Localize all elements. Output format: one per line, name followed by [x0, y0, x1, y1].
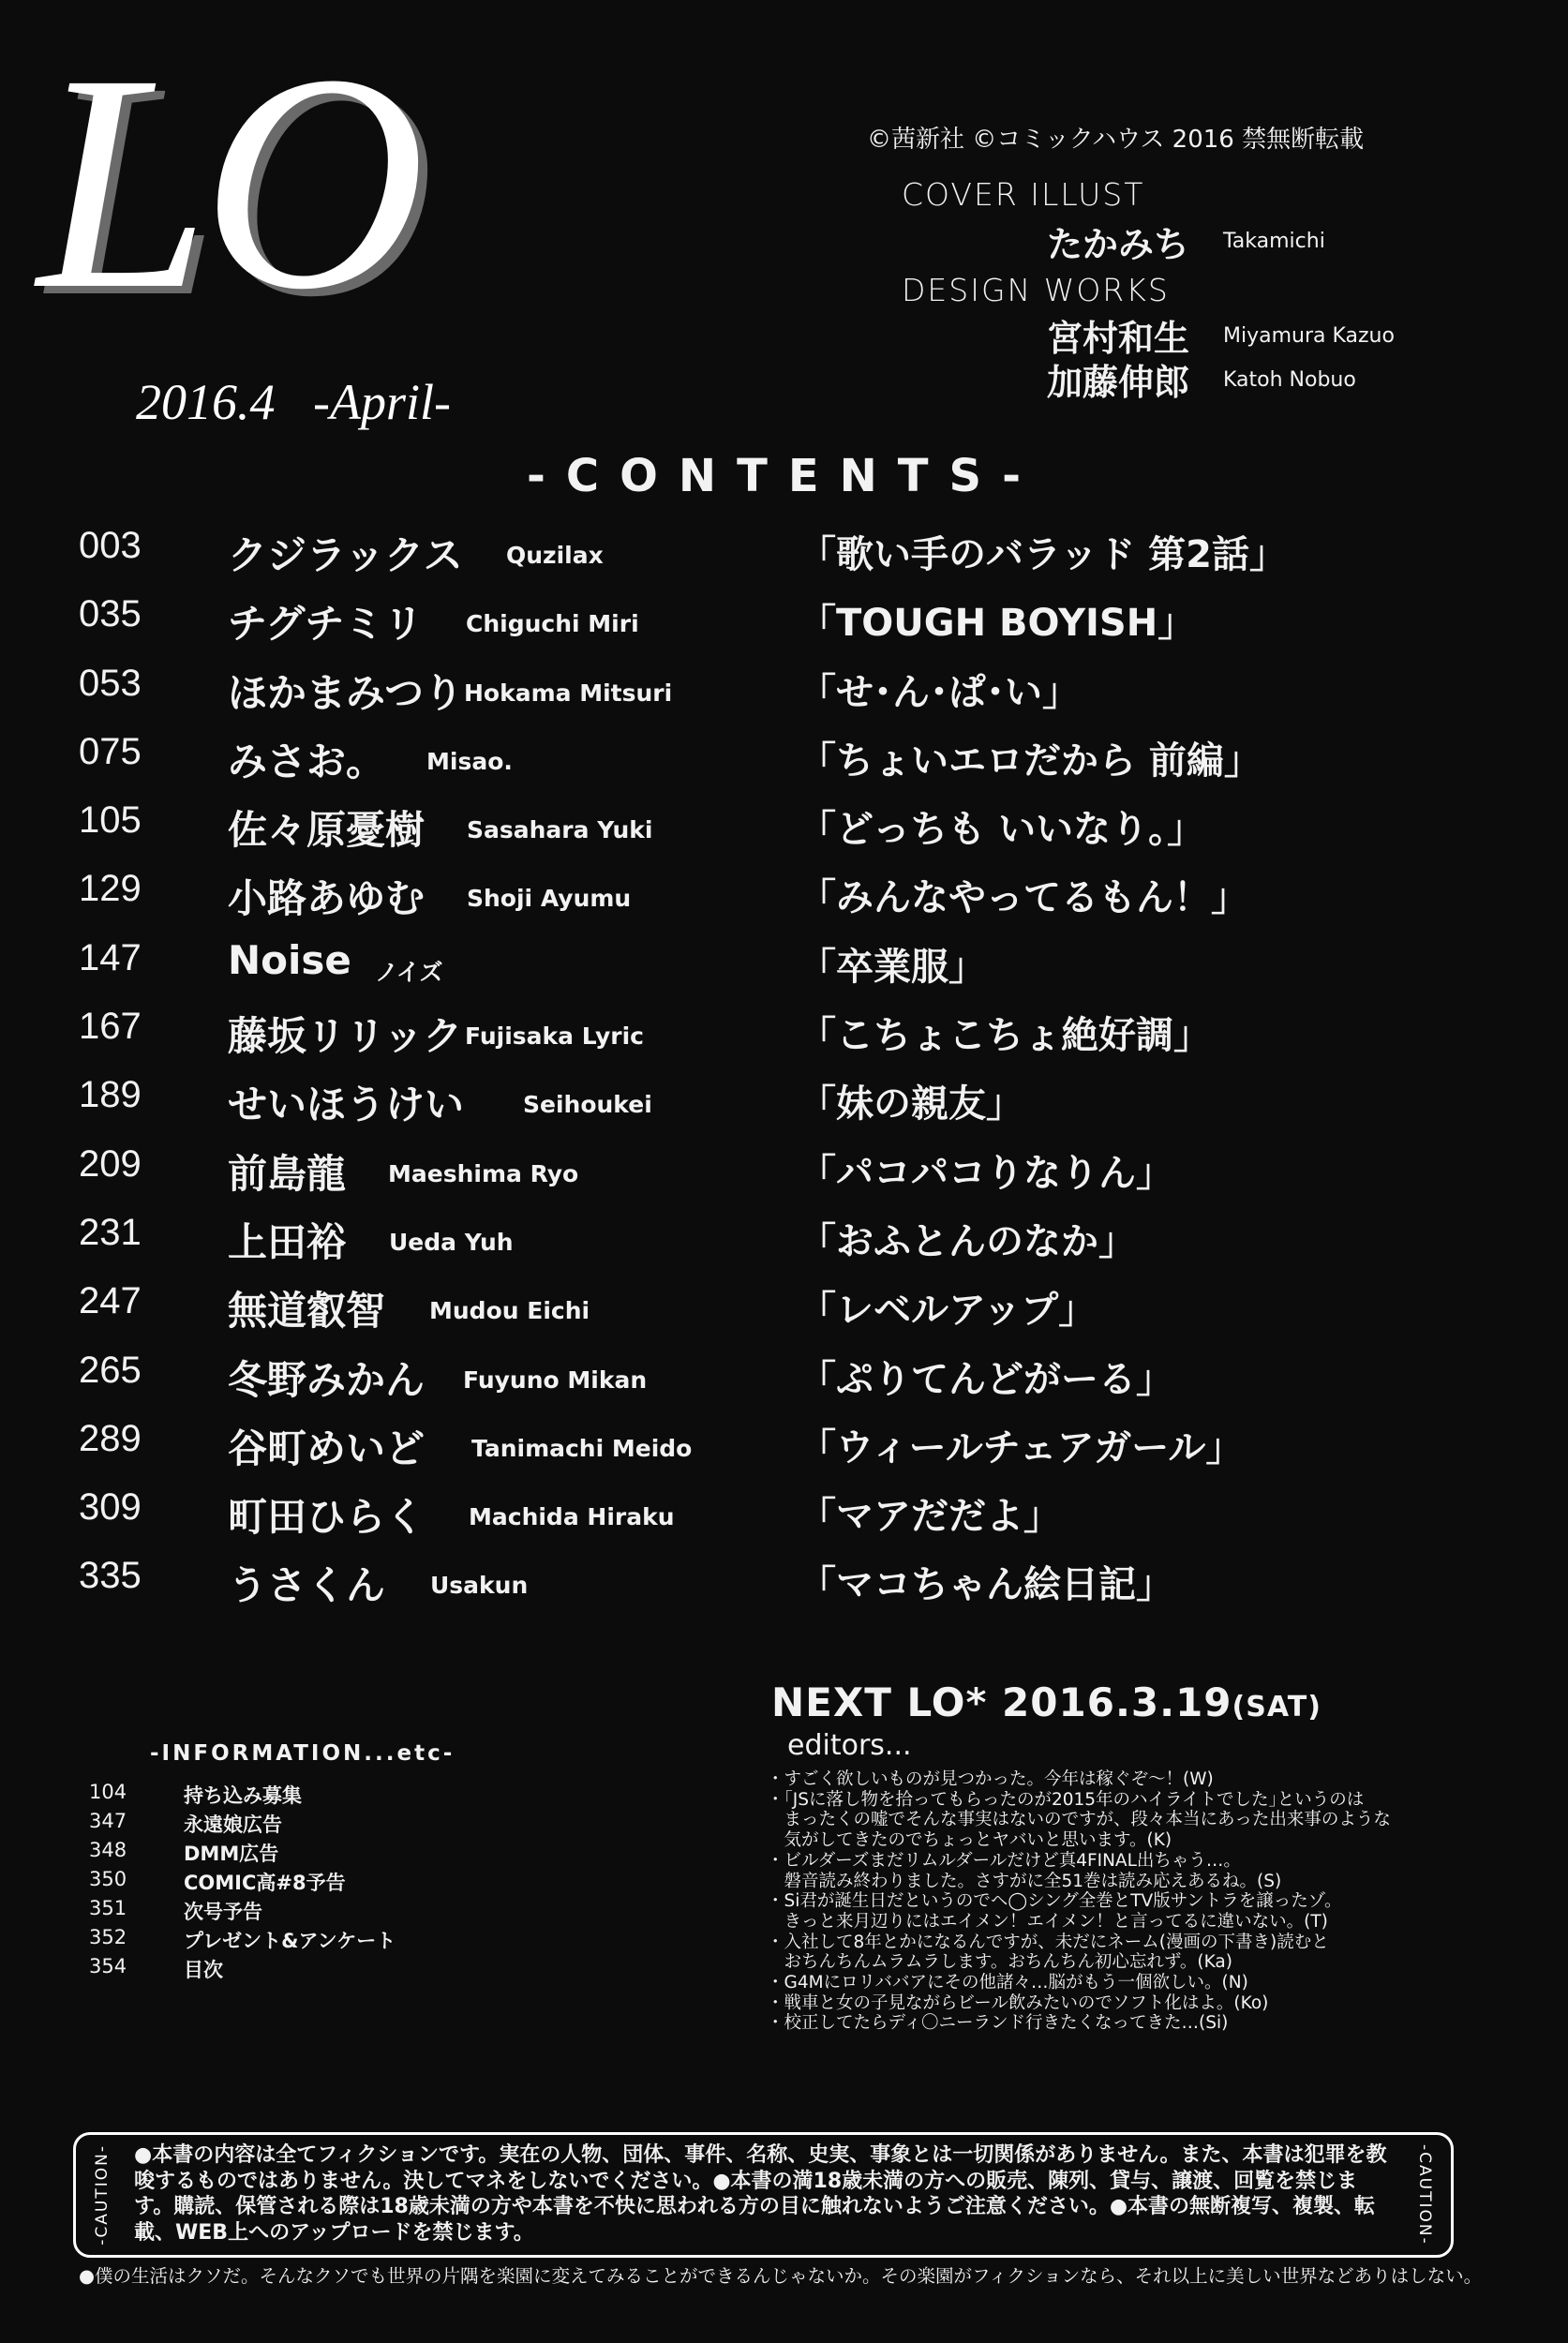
designer-1-en: Miyamura Kazuo	[1223, 324, 1395, 348]
contents-row	[0, 663, 1568, 731]
contents-author-roman: ノイズ	[375, 958, 443, 986]
contents-author: チグチミリ	[228, 601, 424, 648]
cover-artist-en: Takamichi	[1223, 230, 1325, 253]
designer-1-jp: 宮村和生	[1047, 318, 1190, 359]
contents-author: せいほうけい	[228, 1082, 465, 1128]
contents-story-title: 「ウィールチェアガール」	[799, 1425, 1244, 1470]
contents-author: 谷町めいど	[228, 1425, 426, 1471]
information-page-number: 104	[89, 1781, 127, 1803]
contents-row	[0, 1418, 1568, 1486]
contents-author: クジラックス	[228, 532, 463, 578]
contents-author-roman: Fujisaka Lyric	[465, 1022, 644, 1051]
contents-page-number: 003	[79, 525, 142, 566]
contents-author-roman: Seihoukei	[523, 1091, 652, 1119]
next-issue-label: NEXT LO* 2016.3.19	[771, 1679, 1232, 1725]
contents-row	[0, 1280, 1568, 1349]
contents-page-number: 147	[79, 936, 142, 978]
contents-story-title: 「ちょいエロだから 前編」	[799, 739, 1262, 783]
information-page-number: 352	[89, 1926, 127, 1948]
contents-row	[0, 1555, 1568, 1623]
contents-list	[0, 525, 1568, 1624]
contents-page-number: 209	[79, 1142, 142, 1185]
contents-author-roman: Ueda Yuh	[389, 1228, 514, 1256]
contents-story-title: 「パコパコりなりん」	[799, 1151, 1173, 1195]
contents-author-roman: Maeshima Ryo	[388, 1159, 579, 1187]
contents-story-title: 「TOUGH BOYISH」	[799, 602, 1196, 646]
information-label: プレゼント&アンケート	[184, 1930, 396, 1952]
contents-page-number: 075	[79, 730, 142, 772]
information-page-number: 347	[89, 1810, 127, 1832]
information-page-number: 348	[89, 1839, 127, 1861]
information-page-number: 351	[89, 1897, 127, 1919]
designer-2-jp: 加藤伸郎	[1047, 362, 1190, 403]
contents-story-title: 「せ･ん･ぱ･い」	[799, 670, 1080, 714]
cover-illust-heading: COVER ILLUST	[902, 176, 1145, 213]
footer-note: ●僕の生活はクソだ。そんなクソでも世界の片隅を楽園に変えてみることができるんじゃないか。その楽園がフィクションなら、それ以上に美しい世界などありはしない。	[79, 2265, 1483, 2287]
contents-author: Noise	[228, 936, 351, 983]
contents-author: 佐々原憂樹	[228, 807, 426, 854]
contents-author-roman: Shoji Ayumu	[467, 885, 632, 913]
contents-author: 前島龍	[228, 1150, 347, 1197]
editor-note: ・すごく欲しいものが見つかった。今年は稼ぐぞ～！(W)	[767, 1769, 1214, 1789]
contents-row	[0, 731, 1568, 799]
editor-note: ・Si君が誕生日だというのでヘ◯シング全巻とTV版サントラを譲ったゾ。 きっと来月辺りにはエイメン！エイメン！と言ってるに違いない。(T)	[767, 1891, 1342, 1932]
contents-page-number: 247	[79, 1280, 142, 1322]
next-issue-date	[771, 1679, 1322, 1725]
contents-author: 町田ひらく	[228, 1494, 426, 1541]
contents-row	[0, 799, 1568, 868]
contents-page-number: 189	[79, 1074, 142, 1116]
contents-page-number: 105	[79, 799, 142, 842]
contents-story-title: 「ぷりてんどがーる」	[799, 1357, 1173, 1401]
contents-story-title: 「妹の親友」	[799, 1082, 1023, 1127]
contents-author-roman: Hokama Mitsuri	[464, 679, 673, 707]
contents-row	[0, 593, 1568, 662]
design-works-heading: DESIGN WORKS	[902, 272, 1170, 308]
contents-author: 冬野みかん	[228, 1356, 426, 1403]
editor-note: ・戦車と女の子見ながらビール飲みたいのでソフト化はよ。(Ko)	[767, 1992, 1269, 2013]
copyright-line: ©茜新社 ©コミックハウス 2016 禁無断転載	[867, 126, 1365, 154]
contents-row	[0, 525, 1568, 593]
editor-note: ・ビルダーズまだリムルダールだけど真4FINAL出ちゃう…。 磐音読み終わりました。さすがに全51巻は読み応えあるね。(S)	[767, 1850, 1282, 1891]
contents-author-roman: Machida Hiraku	[469, 1503, 675, 1531]
next-issue-day: (SAT)	[1232, 1691, 1322, 1724]
editors-label: editors...	[787, 1729, 912, 1762]
contents-story-title: 「卒業服」	[799, 945, 986, 989]
information-label: 持ち込み募集	[184, 1784, 302, 1807]
contents-story-title: 「歌い手のバラッド 第2話」	[799, 533, 1287, 576]
contents-author: ほかまみつり	[228, 669, 464, 716]
caution-label-right: -CAUTION-	[1415, 2144, 1434, 2246]
information-label: 目次	[184, 1959, 223, 1981]
contents-author: みさお。	[228, 738, 386, 784]
information-label: 永遠娘広告	[184, 1813, 282, 1836]
editors-notes	[767, 1769, 1516, 2034]
editor-note: ・校正してたらディ〇ニーランド行きたくなってきた…(Si)	[767, 2013, 1229, 2034]
contents-row	[0, 868, 1568, 936]
contents-author-roman: Misao.	[426, 747, 513, 775]
issue-date: 2016.4 -April-	[136, 374, 451, 430]
designer-2-en: Katoh Nobuo	[1223, 368, 1356, 392]
contents-page-number: 289	[79, 1417, 142, 1459]
contents-story-title: 「みんなやってるもん！」	[799, 876, 1248, 920]
contents-page-number: 053	[79, 662, 142, 704]
contents-row	[0, 1350, 1568, 1418]
contents-row	[0, 937, 1568, 1006]
magazine-logo: LO	[37, 11, 418, 353]
contents-page-number: 335	[79, 1555, 142, 1597]
contents-page-number: 129	[79, 868, 142, 910]
contents-author: うさくん	[228, 1562, 386, 1609]
contents-story-title: 「どっちも いいなり。」	[799, 808, 1205, 852]
contents-author-roman: Usakun	[430, 1572, 529, 1600]
contents-page-number: 035	[79, 593, 142, 635]
contents-story-title: 「おふとんのなか」	[799, 1219, 1136, 1263]
contents-row	[0, 1074, 1568, 1142]
contents-row	[0, 1006, 1568, 1074]
contents-story-title: 「こちょこちょ絶好調」	[799, 1014, 1211, 1058]
contents-story-title: 「レベルアップ」	[799, 1289, 1097, 1333]
contents-author: 小路あゆむ	[228, 875, 426, 922]
information-page-number: 354	[89, 1955, 127, 1977]
contents-author: 無道叡智	[228, 1288, 386, 1335]
contents-heading: -CONTENTS-	[526, 450, 1042, 502]
contents-author-roman: Tanimachi Meido	[471, 1434, 693, 1462]
information-page-number: 350	[89, 1868, 127, 1890]
contents-row	[0, 1143, 1568, 1212]
contents-author: 藤坂リリック	[228, 1013, 463, 1060]
editor-note: ・G4Mにロリババアにその他諸々…脳がもう一個欲しい。(N)	[767, 1973, 1248, 1993]
caution-label-left: -CAUTION-	[93, 2144, 112, 2246]
caution-text: ●本書の内容は全てフィクションです。実在の人物、団体、事件、名称、史実、事象とは一切関係がありません。また、本書は犯罪を教唆するものではありません。決してマネをしないでください。●本書の満18歳未満の方への販売、陳列、貸与、譲渡、回覧を禁じます。購読、保管される際は18歳未満の方や本書を不快に思われる方の目に触れないようご注意ください。●本書の無断複写、複製、転載、WEB上へのアップロードを禁じます。	[134, 2143, 1387, 2245]
editor-note: ・入社して8年とかになるんですが、未だにネーム(漫画の下書き)読むと おちんちんムラムラします。おちんちん初心忘れず。(Ka)	[767, 1932, 1329, 1973]
caution-box	[73, 2132, 1454, 2258]
contents-author-roman: Chiguchi Miri	[466, 610, 639, 638]
contents-page-number: 309	[79, 1486, 142, 1529]
contents-author: 上田裕	[228, 1218, 347, 1265]
contents-author-roman: Sasahara Yuki	[467, 816, 653, 844]
contents-row	[0, 1212, 1568, 1280]
contents-story-title: 「マコちゃん絵日記」	[799, 1563, 1173, 1607]
contents-page-number: 231	[79, 1211, 142, 1253]
contents-author-roman: Fuyuno Mikan	[463, 1366, 648, 1394]
contents-row	[0, 1486, 1568, 1555]
contents-story-title: 「マアだだよ」	[799, 1495, 1061, 1539]
information-label: COMIC高#8予告	[184, 1872, 346, 1894]
contents-page-number: 265	[79, 1349, 142, 1391]
contents-page-number: 167	[79, 1006, 142, 1048]
editor-note: ・｢JSに落し物を拾ってもらったのが2015年のハイライトでした｣というのは まったくの嘘でそんな事実はないのですが、段々本当にあった出来事のような 気がしてきたのでちょっとヤバいと思います。(K)	[767, 1789, 1391, 1851]
cover-artist-jp: たかみち	[1047, 224, 1190, 265]
contents-author-roman: Mudou Eichi	[429, 1297, 590, 1325]
information-label: DMM広告	[184, 1843, 279, 1865]
contents-author-roman: Quzilax	[506, 542, 604, 569]
information-heading: -INFORMATION...etc-	[150, 1741, 455, 1766]
information-label: 次号予告	[184, 1901, 262, 1923]
